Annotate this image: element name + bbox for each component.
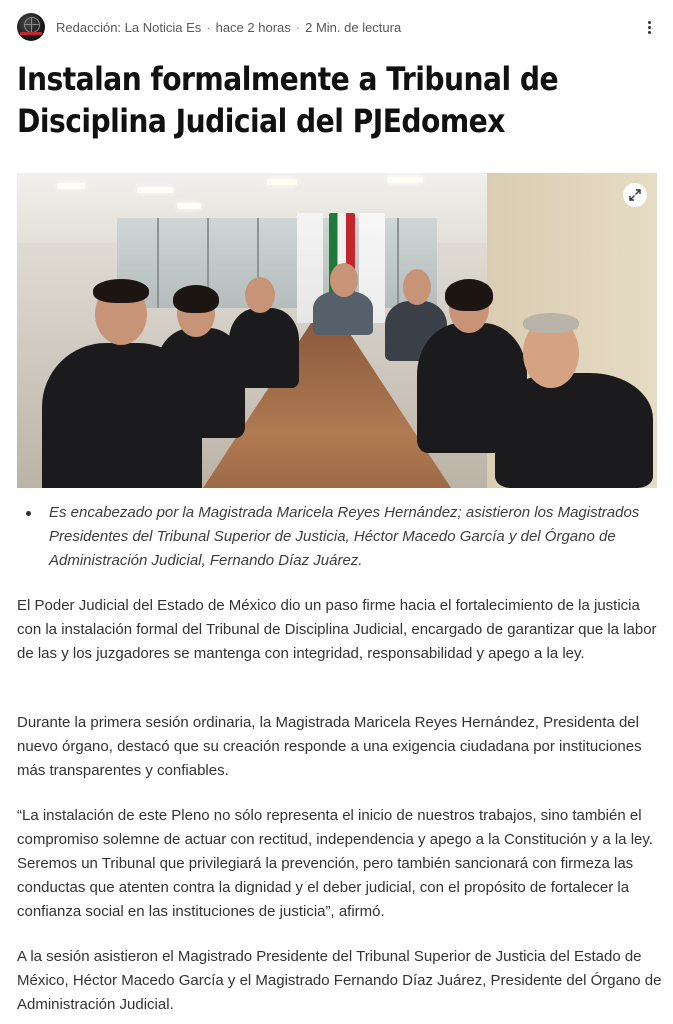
site-logo-avatar[interactable] <box>17 13 45 41</box>
meta-separator: · <box>295 20 301 35</box>
meta-separator: · <box>206 20 211 35</box>
more-options-button[interactable] <box>644 19 654 37</box>
read-time: 2 Min. de lectura <box>305 20 402 35</box>
author-link[interactable]: Redacción: La Noticia Es <box>56 20 202 35</box>
image-caption-list <box>17 501 662 573</box>
article-paragraph: El Poder Judicial del Estado de México dio un paso firme hacia el fortalecimiento de la justicia con la instalación formal del Tribunal de Disciplina Judicial, encargado de garantizar que la labor de las y los juzgadores se mantenga con integridad, responsabilidad y apego a la ley. <box>17 597 657 662</box>
expand-icon <box>629 189 641 201</box>
post-meta-bar <box>17 13 660 43</box>
expand-image-button[interactable] <box>623 183 647 207</box>
image-window <box>117 218 437 308</box>
globe-icon <box>24 17 40 33</box>
caption-text: Es encabezado por la Magistrada Maricela Reyes Hernández; asistieron los Magistrados Presidentes del Tribunal Superior de Justicia, Héctor Macedo García y del Órgano de Administración Judicial, Fernando Díaz Juárez. <box>49 504 640 569</box>
article-paragraph: “La instalación de este Pleno no sólo representa el inicio de nuestros trabajos, sino también el compromiso solemne de actuar con rectitud, independencia y apego a la Constitución y a la ley. Seremos un Tribunal que privilegiará la prevención, pero también sancionará con firmeza las conductas que atenten contra la dignidad y el deber judicial, con el propósito de fortalecer la confianza social en las instituciones de justicia”, afirmó. <box>17 807 653 920</box>
article-paragraph: A la sesión asistieron el Magistrado Presidente del Tribunal Superior de Justicia del Estado de México, Héctor Macedo García y el Magistrado Fernando Díaz Juárez, Presidente del Órgano de Administración Judicial. <box>17 948 662 1013</box>
post-meta-text <box>56 20 401 35</box>
article-image[interactable] <box>17 173 657 488</box>
logo-stripe <box>20 32 42 35</box>
bullet-icon <box>26 511 31 516</box>
post-time: hace 2 horas <box>215 20 291 35</box>
article-title: Instalan formalmente a Tribunal de Disciplina Judicial del PJEdomex <box>17 60 559 140</box>
article-paragraph: Durante la primera sesión ordinaria, la Magistrada Maricela Reyes Hernández, Presidenta del nuevo órgano, destacó que su creación responde a una exigencia ciudadana por instituciones más transparentes y confiables. <box>17 714 642 779</box>
more-vertical-icon <box>644 21 654 34</box>
caption-item <box>17 501 662 573</box>
